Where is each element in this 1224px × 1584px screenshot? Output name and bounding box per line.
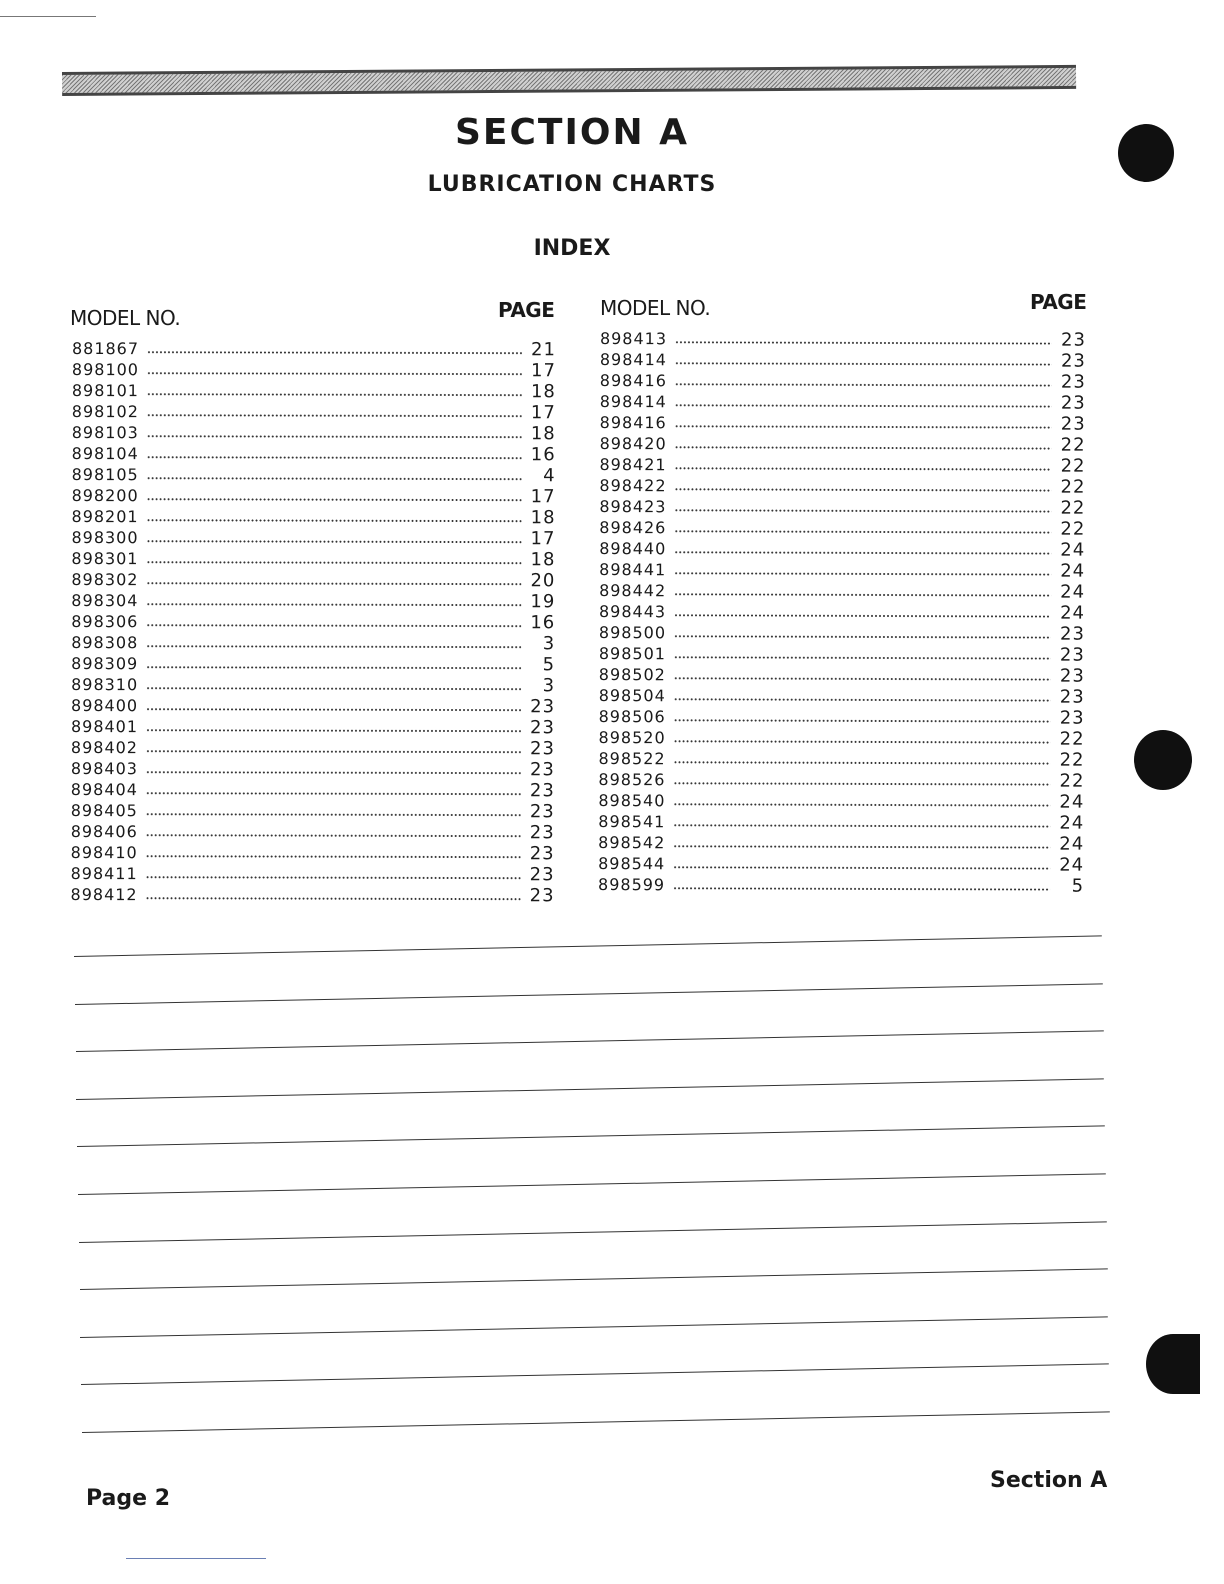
page-number: 22	[1059, 770, 1085, 792]
index-row	[71, 758, 555, 780]
index-row	[600, 412, 1086, 435]
index-row	[599, 601, 1085, 624]
index-row	[598, 769, 1084, 792]
note-line	[79, 1221, 1107, 1243]
index-row	[71, 737, 555, 759]
index-row	[71, 695, 555, 717]
dot-leader	[146, 769, 521, 775]
page-number: 23	[1059, 623, 1085, 645]
dot-leader	[147, 370, 522, 376]
dot-leader	[673, 885, 1050, 891]
page-number: 24	[1060, 560, 1086, 582]
page-number: 24	[1060, 602, 1086, 624]
page-number: 23	[1059, 644, 1085, 666]
page-number: 22	[1059, 749, 1085, 771]
page-number: 23	[529, 885, 555, 907]
dot-leader	[146, 643, 521, 649]
model-number: 898501	[598, 643, 666, 664]
index-row	[72, 506, 556, 528]
model-number: 898308	[71, 632, 139, 653]
page-number: 18	[530, 507, 556, 529]
index-row	[71, 527, 555, 549]
note-line	[81, 1364, 1109, 1386]
dot-leader	[673, 843, 1050, 849]
dot-leader	[674, 654, 1051, 660]
corner-scan-mark	[0, 16, 96, 17]
index-row	[72, 401, 556, 423]
page-number: 23	[1060, 371, 1086, 393]
model-number: 898401	[70, 716, 139, 737]
dot-leader	[674, 633, 1051, 639]
model-number: 898542	[598, 832, 666, 853]
page-number: 23	[1060, 413, 1086, 435]
dot-leader	[146, 811, 521, 817]
model-number: 898306	[71, 611, 139, 632]
model-number: 898504	[598, 685, 666, 706]
page-number: 19	[530, 591, 556, 613]
footer-section-label: Section A	[990, 1468, 1108, 1493]
dot-leader	[674, 591, 1051, 597]
note-line	[80, 1269, 1108, 1291]
model-number: 898541	[598, 811, 666, 832]
model-number: 898406	[70, 821, 138, 842]
index-row	[71, 611, 555, 633]
model-number: 898402	[70, 737, 139, 758]
page-number: 24	[1059, 812, 1085, 834]
page-number: 24	[1060, 539, 1086, 561]
dot-leader	[674, 507, 1051, 513]
model-number: 898422	[599, 475, 667, 496]
model-number: 898301	[71, 548, 139, 569]
dot-leader	[675, 465, 1052, 471]
model-number: 898101	[71, 380, 139, 401]
page-number: 23	[1060, 392, 1086, 414]
model-number: 898410	[70, 842, 138, 863]
dot-leader	[673, 822, 1050, 828]
note-line	[78, 1173, 1106, 1195]
index-row	[599, 496, 1085, 519]
index-row	[72, 338, 556, 360]
page-number: 23	[529, 843, 555, 865]
dot-leader	[147, 517, 522, 523]
dot-leader	[675, 402, 1052, 408]
model-number: 898300	[71, 527, 139, 548]
index-row	[72, 443, 556, 465]
model-number: 898522	[598, 748, 666, 769]
index-row	[598, 748, 1084, 771]
dot-leader	[146, 874, 521, 880]
model-number: 898200	[71, 485, 139, 506]
page-number: 23	[530, 696, 556, 718]
page-number: 24	[1059, 833, 1085, 855]
index-row	[599, 706, 1085, 729]
dot-leader	[146, 580, 521, 586]
page-number: 22	[1059, 728, 1085, 750]
model-number: 898526	[598, 769, 666, 790]
model-number: 898404	[70, 779, 138, 800]
dot-leader	[674, 612, 1051, 618]
footer-page-label: Page 2	[86, 1486, 171, 1511]
model-number: 898540	[598, 790, 666, 811]
page-number: 23	[529, 864, 555, 886]
page-number: 23	[529, 759, 555, 781]
page-number: 21	[531, 339, 556, 361]
dot-leader	[146, 853, 521, 859]
model-number: 898309	[71, 653, 139, 674]
index-row	[71, 884, 555, 906]
index-row	[599, 580, 1085, 603]
model-number: 898520	[598, 727, 666, 748]
page-number: 23	[529, 822, 555, 844]
note-line	[80, 1316, 1108, 1338]
index-list-left	[71, 338, 556, 906]
dot-leader	[674, 675, 1051, 681]
index-row	[599, 685, 1085, 708]
index-row	[599, 643, 1085, 666]
index-row	[71, 863, 555, 885]
page-number: 24	[1060, 581, 1086, 603]
dot-leader	[146, 601, 521, 607]
index-row	[72, 422, 556, 444]
index-row	[600, 391, 1086, 414]
model-number: 898413	[599, 329, 668, 349]
index-row	[600, 370, 1086, 393]
index-row	[600, 349, 1086, 372]
model-number: 898411	[70, 863, 138, 884]
dot-leader	[673, 864, 1050, 870]
dot-leader	[674, 528, 1051, 534]
model-number: 898442	[599, 580, 667, 601]
model-number: 898102	[71, 401, 139, 422]
dot-leader	[146, 685, 521, 691]
index-row	[72, 464, 556, 486]
right-model-header: MODEL NO.	[600, 296, 711, 320]
page-number: 22	[1060, 497, 1086, 519]
index-row	[71, 632, 555, 654]
model-number: 898599	[598, 874, 666, 895]
index-row	[598, 832, 1084, 855]
index-row	[72, 485, 556, 507]
punch-hole-bottom	[1146, 1334, 1200, 1394]
page-number: 18	[530, 549, 556, 571]
index-row	[599, 538, 1085, 561]
page-number: 22	[1060, 518, 1086, 540]
index-row	[599, 622, 1085, 645]
dot-leader	[147, 433, 522, 439]
note-line	[82, 1411, 1110, 1433]
dot-leader	[674, 717, 1051, 723]
dot-leader	[675, 339, 1052, 345]
model-number: 898502	[598, 664, 666, 685]
header-rule	[62, 65, 1076, 96]
section-title: SECTION A	[454, 112, 690, 153]
model-number: 898403	[70, 758, 138, 779]
model-number: 898426	[599, 517, 667, 538]
model-number: 898201	[71, 506, 139, 527]
model-number: 898423	[599, 496, 667, 517]
dot-leader	[675, 360, 1052, 366]
dot-leader	[673, 780, 1050, 786]
index-row	[71, 716, 555, 738]
model-number: 898302	[71, 569, 139, 590]
page-number: 16	[530, 612, 556, 634]
index-row	[72, 359, 556, 381]
index-row	[598, 790, 1084, 813]
model-number: 898416	[599, 412, 667, 433]
dot-leader	[146, 790, 521, 796]
model-number: 898441	[599, 559, 667, 580]
page-number: 23	[1060, 350, 1086, 372]
index-row	[71, 653, 555, 675]
index-row	[599, 559, 1085, 582]
model-number: 898421	[599, 454, 667, 475]
model-number: 898443	[598, 601, 667, 622]
index-row	[71, 821, 555, 843]
dot-leader	[674, 738, 1051, 744]
page-number: 17	[530, 360, 556, 382]
index-row	[72, 380, 556, 402]
dot-leader	[146, 559, 521, 565]
model-number: 898400	[71, 695, 139, 716]
model-number: 898405	[70, 800, 138, 821]
model-number: 898500	[598, 622, 667, 643]
model-number: 898105	[71, 464, 139, 485]
dot-leader	[674, 549, 1051, 555]
dot-leader	[675, 444, 1052, 450]
page-number: 5	[542, 654, 556, 676]
model-number: 898416	[599, 370, 667, 391]
dot-leader	[146, 706, 521, 712]
punch-hole-middle	[1134, 730, 1192, 790]
model-number: 898310	[71, 674, 139, 695]
index-row	[71, 548, 555, 570]
index-row	[599, 454, 1085, 477]
left-page-header: PAGE	[498, 298, 555, 322]
index-row	[599, 664, 1085, 687]
page-number: 18	[530, 423, 556, 445]
dot-leader	[146, 748, 521, 754]
page-number: 3	[542, 633, 556, 655]
dot-leader	[146, 664, 521, 670]
page-number: 17	[530, 402, 556, 424]
index-row	[598, 811, 1084, 834]
index-title: INDEX	[533, 236, 611, 261]
bottom-scan-mark	[126, 1558, 266, 1559]
page-number: 23	[529, 780, 555, 802]
index-list-right	[598, 328, 1086, 897]
dot-leader	[146, 727, 521, 733]
index-row	[71, 800, 555, 822]
model-number: 898412	[70, 884, 138, 905]
page-number: 20	[530, 570, 556, 592]
model-number: 898440	[599, 538, 667, 559]
index-row	[598, 853, 1084, 876]
index-row	[600, 433, 1086, 456]
model-number: 898100	[71, 359, 140, 380]
dot-leader	[147, 412, 522, 418]
model-number: 898414	[599, 349, 668, 370]
dot-leader	[147, 538, 522, 544]
model-number: 898103	[71, 422, 139, 443]
index-row	[71, 590, 555, 612]
page-number: 24	[1059, 791, 1085, 813]
model-number: 881867	[71, 339, 140, 359]
model-number: 898304	[71, 590, 139, 611]
dot-leader	[147, 496, 522, 502]
page-number: 22	[1060, 434, 1086, 456]
model-number: 898506	[598, 706, 666, 727]
page-number: 23	[529, 738, 555, 760]
page-number: 18	[530, 381, 556, 403]
page-number: 4	[543, 465, 556, 487]
dot-leader	[147, 454, 522, 460]
index-row	[599, 517, 1085, 540]
index-row	[71, 674, 555, 696]
note-line	[75, 983, 1103, 1005]
page-number: 24	[1059, 854, 1085, 876]
dot-leader	[146, 895, 521, 901]
page-number: 23	[1059, 665, 1085, 687]
note-line	[74, 935, 1102, 957]
page-number: 3	[542, 675, 556, 697]
page-number: 23	[1061, 329, 1086, 351]
dot-leader	[674, 759, 1051, 765]
page-number: 23	[530, 717, 556, 739]
dot-leader	[147, 391, 522, 397]
dot-leader	[146, 832, 521, 838]
page-number: 22	[1060, 476, 1086, 498]
page-number: 23	[1059, 707, 1085, 729]
dot-leader	[675, 423, 1052, 429]
index-row	[598, 874, 1084, 897]
dot-leader	[673, 801, 1050, 807]
page-number: 17	[530, 486, 556, 508]
note-line	[76, 1078, 1104, 1100]
dot-leader	[147, 475, 522, 481]
dot-leader	[674, 696, 1051, 702]
dot-leader	[146, 622, 521, 628]
page-number: 23	[1059, 686, 1085, 708]
model-number: 898420	[599, 433, 667, 454]
index-row	[599, 727, 1085, 750]
dot-leader	[147, 349, 522, 355]
dot-leader	[674, 570, 1051, 576]
model-number: 898414	[599, 391, 667, 412]
page-number: 17	[530, 528, 556, 550]
dot-leader	[675, 381, 1052, 387]
page-number: 16	[530, 444, 556, 466]
note-line	[76, 1031, 1104, 1053]
page-number: 5	[1071, 875, 1085, 897]
section-subtitle: LUBRICATION CHARTS	[427, 172, 717, 197]
page-number: 23	[529, 801, 555, 823]
index-row	[71, 569, 555, 591]
model-number: 898544	[598, 853, 666, 874]
note-line	[77, 1126, 1105, 1148]
index-row	[71, 779, 555, 801]
index-row	[600, 328, 1086, 351]
left-model-header: MODEL NO.	[70, 306, 181, 330]
page-number: 22	[1060, 455, 1086, 477]
dot-leader	[675, 486, 1052, 492]
index-row	[599, 475, 1085, 498]
index-row	[71, 842, 555, 864]
right-page-header: PAGE	[1030, 290, 1087, 314]
model-number: 898104	[71, 443, 139, 464]
